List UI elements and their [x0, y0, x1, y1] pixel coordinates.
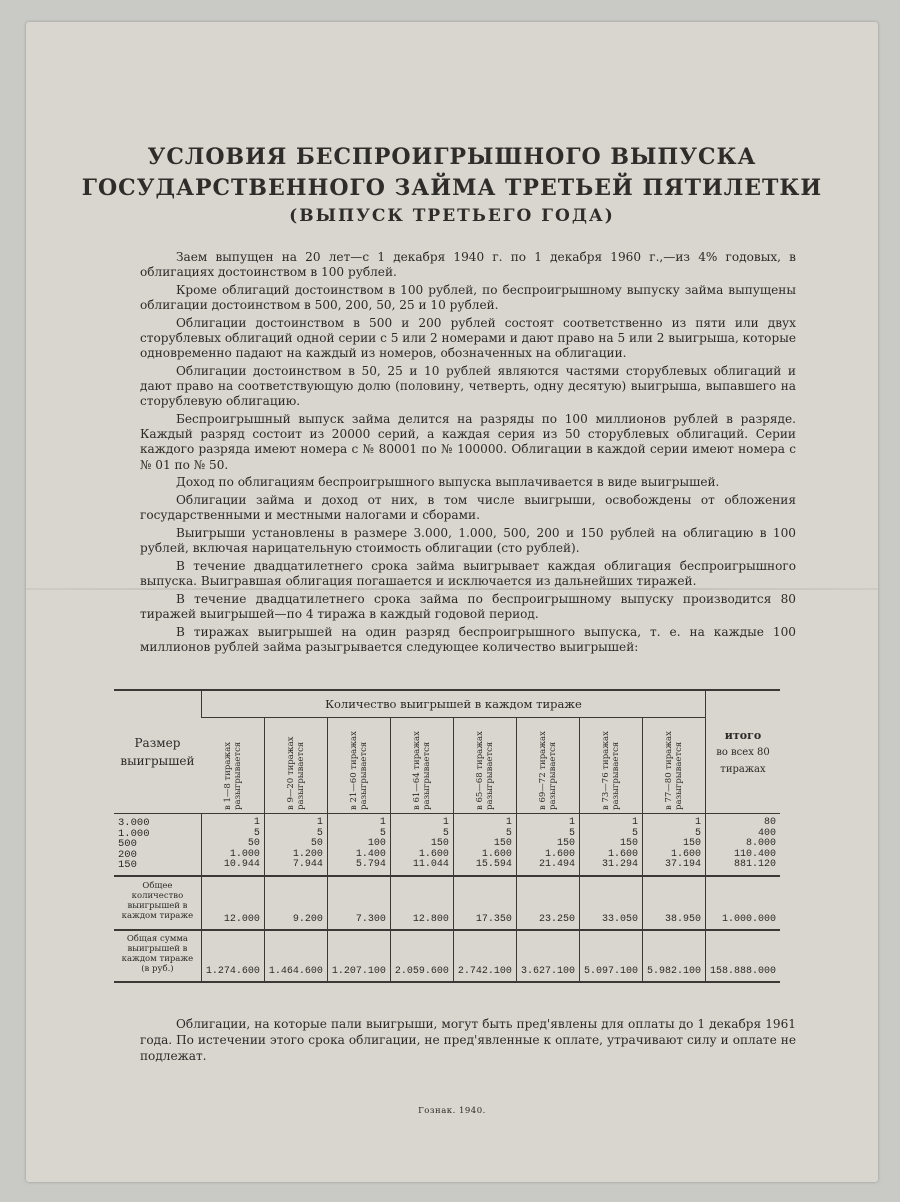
count-row: [114, 876, 780, 930]
cell: 150: [493, 838, 512, 849]
sum-row: [114, 930, 780, 982]
paragraph: Беспроигрышный выпуск займа делится на разряды по 100 миллионов рублей в разряде. Каждый разряд состоит из 20000 серий, а каждая серия из 50 сторублевых облигаций. Серии каждого разряда имеют номера с № 80001 по № 100000. Облигации в каждой серии имеют номера с № 01 по № 50.: [140, 412, 796, 472]
cell: 1.464.600: [264, 930, 327, 982]
cell: 50: [247, 838, 260, 849]
cell: 7.300: [327, 876, 390, 930]
cell: 9.200: [264, 876, 327, 930]
cell: 1: [694, 817, 701, 828]
cell: 2.742.100: [453, 930, 516, 982]
document-title: [26, 142, 878, 228]
cell: 1: [442, 817, 449, 828]
cell: 1.000: [229, 848, 260, 860]
paragraph: Облигации достоинством в 50, 25 и 10 рублей являются частями сторублевых облигаций и дают право на соответствующую долю (половину, четверть, одну десятую) выигрыша, выпавшего на сторублевую облигацию.: [140, 363, 796, 409]
paragraph: В тиражах выигрышей на один разряд беспроигрышного выпуска, т. е. на каждые 100 миллионов рублей займа разыгрывается следующее количество выигрышей:: [140, 624, 796, 654]
draw-column-header: [327, 718, 390, 814]
cell: 10.944: [223, 859, 260, 870]
paragraph: Облигации достоинством в 500 и 200 рублей состоят соответственно из пяти или двух сторублевых облигаций одной серии с 5 или 2 номерами и дают право на 5 или 2 выигрыша, которые одновременно падают на каждый из номеров, обозначенных на облигации.: [140, 315, 796, 361]
cell: 11.044: [412, 859, 449, 870]
cell: 150: [619, 838, 638, 849]
cell: 5: [316, 827, 323, 839]
cell: 80: [763, 817, 776, 828]
closing-paragraph: Облигации, на которые пали выигрыши, могут быть пред'явлены для оплаты до 1 декабря 1961 года. По истечении этого срока облигации, не пред'явленные к оплате, утрачивают силу и оплате не подлежат.: [140, 1017, 796, 1063]
total-header-sub: во всех 80 тиражах: [716, 746, 770, 775]
cell: 7.944: [292, 859, 323, 870]
cell: 50: [310, 838, 323, 849]
cell: 1: [316, 817, 323, 828]
draw-column-values: [516, 814, 579, 876]
prize-size: 150: [118, 859, 137, 871]
cell: 1.600: [481, 848, 512, 860]
prize-table: [114, 689, 780, 983]
draw-column-values: [642, 814, 705, 876]
cell: 150: [682, 838, 701, 849]
cell: 5: [379, 827, 386, 839]
draw-column-header: [579, 718, 642, 814]
draw-column-values: [579, 814, 642, 876]
cell: 33.050: [579, 876, 642, 930]
draw-column-label: в 65—68 тиражах разыгрывается: [474, 731, 495, 810]
cell: 1.400: [355, 848, 386, 860]
title-line-1: УСЛОВИЯ БЕСПРОИГРЫШНОГО ВЫПУСКА: [147, 144, 757, 170]
paragraph: Выигрыши установлены в размере 3.000, 1.000, 500, 200 и 150 рублей на облигацию в 100 рублей, включая нарицательную стоимость облигации (сто рублей).: [140, 525, 796, 556]
cell: 5.794: [355, 859, 386, 870]
cell: 1: [505, 817, 512, 828]
cell: 23.250: [516, 876, 579, 930]
cell: 15.594: [475, 859, 512, 870]
cell: 110.400: [733, 848, 776, 860]
cell: 1.600: [544, 848, 575, 860]
prize-size: 500: [118, 838, 137, 850]
draw-column-values: [201, 814, 264, 876]
draw-column-label: в 9—20 тиражах разыгрывается: [285, 736, 306, 810]
draw-column-values: [390, 814, 453, 876]
cell: 1: [379, 817, 386, 828]
cell: 5: [442, 827, 449, 839]
cell: 37.194: [664, 859, 701, 870]
sum-row-label: Общая сумма выигрышей в каждом тираже (в руб.): [114, 930, 201, 982]
prize-size-cell: [114, 814, 201, 876]
cell: 17.350: [453, 876, 516, 930]
prize-size: 1.000: [118, 827, 150, 840]
printer-imprint: Гознак. 1940.: [418, 1106, 486, 1116]
cell: 31.294: [601, 859, 638, 870]
draw-column-label: в 73—76 тиражах разыгрывается: [600, 731, 621, 810]
cell: 1.200: [292, 848, 323, 860]
title-line-3: (ВЫПУСК ТРЕТЬЕГО ГОДА): [289, 206, 615, 226]
cell: 100: [367, 838, 386, 849]
cell: 1.600: [607, 848, 638, 860]
cell: 38.950: [642, 876, 705, 930]
cell: 5.097.100: [579, 930, 642, 982]
cell: 21.494: [538, 859, 575, 870]
closing-text: [140, 1016, 796, 1064]
cell: 3.627.100: [516, 930, 579, 982]
cell: 5: [631, 827, 638, 839]
cell: 5: [253, 827, 260, 839]
cell: 5: [505, 827, 512, 839]
cell: 5.982.100: [642, 930, 705, 982]
total-header: [705, 690, 780, 814]
prize-size: 3.000: [118, 817, 150, 829]
draw-count-header: Количество выигрышей в каждом тираже: [201, 690, 705, 718]
prize-size-header: Размер выигрышей: [120, 736, 195, 768]
document-sheet: [26, 22, 878, 1182]
total-header-title: итого: [724, 728, 762, 742]
terms-text: [140, 250, 796, 658]
cell: 1: [253, 817, 260, 828]
cell: 881.120: [733, 859, 776, 870]
cell: 1.274.600: [201, 930, 264, 982]
paragraph: Облигации займа и доход от них, в том числе выигрыши, освобождены от обложения государственными и местными налогами и сборами.: [140, 493, 796, 523]
cell: 5: [694, 827, 701, 839]
prize-rows: [114, 814, 780, 876]
paragraph: Заем выпущен на 20 лет—с 1 декабря 1940 г. по 1 декабря 1960 г.,—из 4% годовых, в облигациях достоинством в 100 рублей.: [140, 250, 796, 280]
cell: 1.600: [670, 848, 701, 860]
draw-column-label: в 69—72 тиражах разыгрывается: [537, 731, 558, 810]
draw-column-header: [390, 718, 453, 814]
cell: 5: [568, 827, 575, 839]
draw-column-values: [453, 814, 516, 876]
draw-column-label: в 61—64 тиражах разыгрывается: [411, 731, 432, 810]
count-row-label: Общее количество выигрышей в каждом тираже: [114, 876, 201, 930]
cell: 1.207.100: [327, 930, 390, 982]
cell: 1: [631, 817, 638, 828]
draw-column-values: [327, 814, 390, 876]
draw-column-header: [201, 718, 264, 814]
paragraph: В течение двадцатилетнего срока займа выигрывает каждая облигация беспроигрышного выпуска. Выигравшая облигация погашается и исключается из дальнейших тиражей.: [140, 558, 796, 589]
cell: 150: [430, 838, 449, 849]
draw-column-header: [642, 718, 705, 814]
cell: 1: [568, 817, 575, 828]
cell: 400: [757, 827, 776, 839]
cell: 8.000: [745, 838, 776, 849]
draw-column-header: [516, 718, 579, 814]
cell: 150: [556, 838, 575, 849]
paragraph: Доход по облигациям беспроигрышного выпуска выплачивается в виде выигрышей.: [176, 475, 720, 490]
cell: 1.600: [418, 848, 449, 860]
cell: 12.800: [390, 876, 453, 930]
paragraph: Кроме облигаций достоинством в 100 рублей, по беспроигрышному выпуску займа выпущены облигации достоинством в 500, 200, 50, 25 и 10 рублей.: [140, 282, 796, 313]
title-line-2: ГОСУДАРСТВЕННОГО ЗАЙМА ТРЕТЬЕЙ ПЯТИЛЕТКИ: [81, 175, 823, 201]
cell: 1.000.000: [705, 876, 780, 930]
draw-column-header: [264, 718, 327, 814]
draw-column-values: [264, 814, 327, 876]
cell: 158.888.000: [705, 930, 780, 982]
draw-column-label: в 21—60 тиражах разыгрывается: [348, 731, 369, 810]
paragraph: В течение двадцатилетнего срока займа по беспроигрышному выпуску производится 80 тиражей выигрышей—по 4 тиража в каждый годовой период.: [140, 591, 796, 621]
cell: 12.000: [201, 876, 264, 930]
prize-size: 200: [118, 848, 137, 861]
cell: 2.059.600: [390, 930, 453, 982]
draw-column-label: в 1—8 тиражах разыгрывается: [222, 741, 243, 810]
total-column-values: [705, 814, 780, 876]
draw-column-label: в 77—80 тиражах разыгрывается: [663, 731, 684, 810]
draw-column-header: [453, 718, 516, 814]
